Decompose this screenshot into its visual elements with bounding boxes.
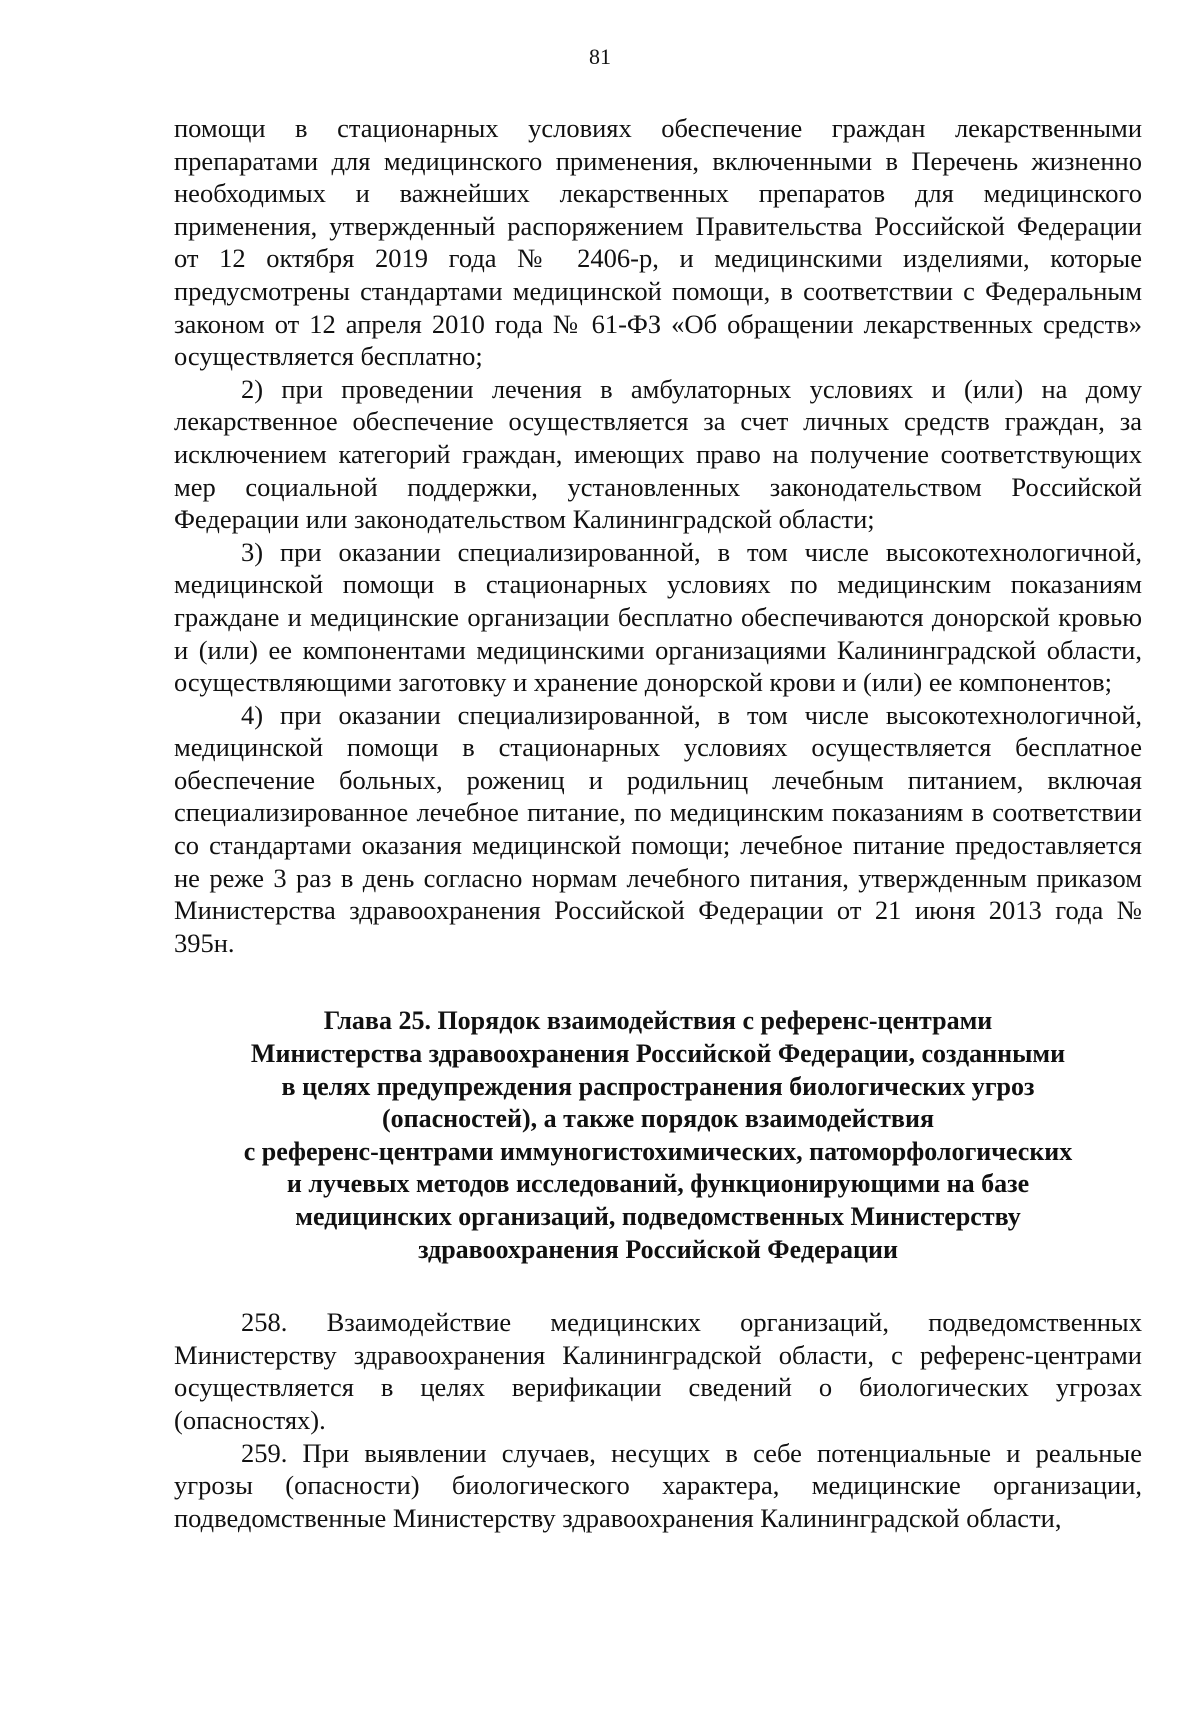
chapter-heading [174, 1005, 1142, 1266]
paragraph-item-3: 3) при оказании специализированной, в том числе высокотехнологичной, медицинской помощи в стационарных условиях по медицинским показаниям граждане и медицинские организации бесплатно обеспечиваются донорской кровью и (или) ее компонентами медицинскими организациями Калининградской области, осуществляющими заготовку и хранение донорской крови и (или) ее компонентов; [174, 536, 1142, 698]
chapter-heading-line: медицинских организаций, подведомственных Министерству [295, 1202, 1021, 1231]
chapter-heading-line: с референс-центрами иммуногистохимических, патоморфологических [243, 1136, 1073, 1166]
chapter-heading-line: и лучевых методов исследований, функционирующими на базе [286, 1169, 1030, 1199]
paragraph-item-2: 2) при проведении лечения в амбулаторных условиях и (или) на дому лекарственное обеспечение осуществляется за счет личных средств граждан, за исключением категорий граждан, имеющих право на получение соответствующих мер социальной поддержки, установленных законодательством Российской Федерации или законодательством Калининградской области; [174, 373, 1142, 535]
document-body [174, 112, 1142, 1534]
chapter-heading-line: Глава 25. Порядок взаимодействия с референс-центрами [323, 1006, 993, 1036]
paragraph-item-4: 4) при оказании специализированной, в том числе высокотехнологичной, медицинской помощи в стационарных условиях осуществляется бесплатное обеспечение больных, рожениц и родильниц лечебным питанием, включая специализированное лечебное питание, по медицинским показаниям в соответствии со стандартами оказания медицинской помощи; лечебное питание предоставляется не реже 3 раз в день согласно нормам лечебного питания, утвержденным приказом Министерства здравоохранения Российской Федерации от 21 июня 2013 года № 395н. [174, 699, 1142, 958]
paragraph-intro: помощи в стационарных условиях обеспечение граждан лекарственными препаратами для медицинского применения, включенными в Перечень жизненно необходимых и важнейших лекарственных препаратов для медицинского применения, утвержденный распоряжением Правительства Российской Федерации от 12 октября 2019 года № 2406-р, и медицинскими изделиями, которые предусмотрены стандартами медицинской помощи, в соответствии с Федеральным законом от 12 апреля 2010 года № 61-ФЗ «Об обращении лекарственных средств» осуществляется бесплатно; [174, 113, 1142, 372]
page-number: 81 [589, 44, 611, 69]
chapter-heading-line: Министерства здравоохранения Российской Федерации, созданными [250, 1039, 1066, 1069]
paragraph-259: 259. При выявлении случаев, несущих в себе потенциальные и реальные угрозы (опасности) биологического характера, медицинские организации, подведомственные Министерству здравоохранения Калининградской области, [174, 1437, 1142, 1533]
paragraph-258: 258. Взаимодействие медицинских организаций, подведомственных Министерству здравоохранения Калининградской области, с референс-центрами осуществляется в целях верификации сведений о биологических угрозах (опасностях). [174, 1307, 1142, 1435]
chapter-heading-line: в целях предупреждения распространения биологических угроз [281, 1071, 1035, 1101]
chapter-heading-line: здравоохранения Российской Федерации [418, 1234, 898, 1264]
chapter-heading-line: (опасностей), а также порядок взаимодействия [381, 1104, 935, 1134]
